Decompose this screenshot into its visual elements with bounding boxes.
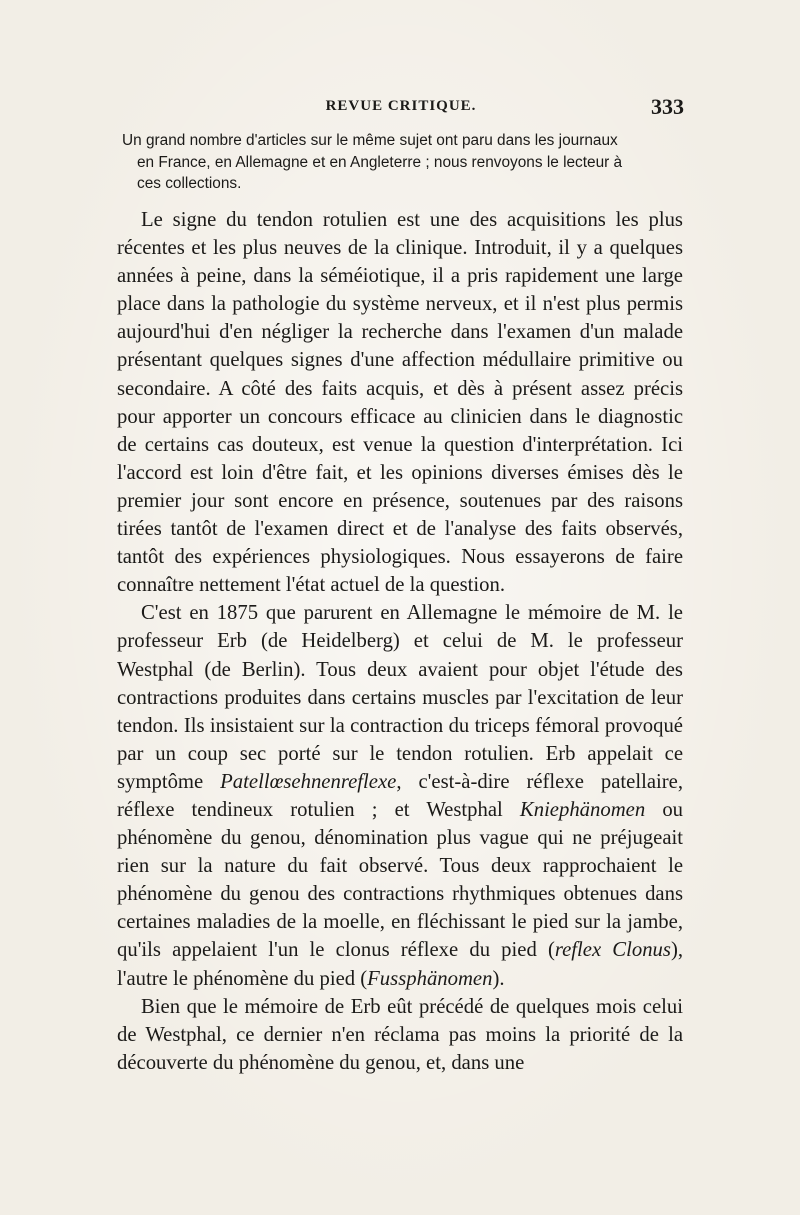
footnote — [122, 130, 692, 195]
footnote-line-1: Un grand nombre d'articles sur le même sujet ont paru dans les journaux — [122, 132, 618, 149]
paragraph-3: Bien que le mémoire de Erb eût précédé de quelques mois celui de Westphal, ce dernier n'en réclama pas moins la priorité de la découverte du phénomène du genou, et, dans une — [117, 995, 683, 1074]
footnote-line-3: ces collections. — [137, 175, 242, 192]
paragraph-2-part-5: ). — [492, 967, 505, 990]
footnote-line-2: en France, en Allemagne et en Angleterre ; nous renvoyons le lecteur à — [137, 153, 623, 171]
paragraph-2-part-1: C'est en 1875 que parurent en Allemagne le mémoire de M. le professeur Erb (de Heidelberg) et celui de M. le professeur Westphal (de Berlin). Tous deux avaient pour objet l'étude des contractions produites dans certains muscles par l'excitation de leur tendon. Ils insistaient sur la contraction du triceps fémoral provoqué par un coup sec porté sur le tendon rotulien. Erb appelait ce symptôme — [117, 602, 683, 793]
term-fussphanomen: Fussphänomen — [367, 967, 493, 990]
page-number: 333 — [651, 94, 684, 119]
paragraph-2-part-4: ), l'autre le phénomène du pied ( — [117, 939, 684, 990]
paragraph-2-part-2: , c'est-à-dire réflexe patellaire, réflexe tendineux rotulien ; et Westphal — [117, 770, 683, 821]
term-kniephanomen: Kniephänomen — [519, 798, 646, 821]
term-reflex-clonus: reflex Clonus — [554, 939, 671, 962]
paragraph-2-part-3: ou phénomène du genou, dénomination plus vague qui ne préjugeait rien sur la nature du fait observé. Tous deux rapprochaient le phénomène du genou des contractions rhythmiques obtenues dans certaines maladies de la moelle, en fléchissant le pied sur la jambe, qu'ils appelaient l'un le clonus réflexe du pied ( — [117, 798, 684, 962]
running-title: REVUE CRITIQUE. — [325, 98, 477, 114]
main-text — [117, 206, 683, 1077]
term-patellaesehnenreflexe: Patellœsehnenreflexe — [220, 770, 397, 793]
paragraph-1: Le signe du tendon rotulien est une des acquisitions les plus récentes et les plus neuves de la clinique. Introduit, il y a quelques années à peine, dans la séméiotique, il a pris rapidement une large place dans la pathologie du système nerveux, et il n'est plus permis aujourd'hui d'en négliger la recherche dans l'examen d'un malade présentant quelques signes d'une affection médullaire primitive ou secondaire. A côté des faits acquis, et dès à présent assez précis pour apporter un concours efficace au clinicien dans le diagnostic de certains cas douteux, est venue la question d'interprétation. Ici l'accord est loin d'être fait, et les opinions diverses émises dès le premier jour sont encore en présence, soutenues par des raisons tirées tantôt de l'examen direct et de l'analyse des faits observés, tantôt des expériences physiologiques. Nous essayerons de faire connaître nettement l'état actuel de la question. — [117, 209, 683, 597]
paragraph-2 — [117, 599, 683, 992]
page-header — [118, 94, 684, 122]
